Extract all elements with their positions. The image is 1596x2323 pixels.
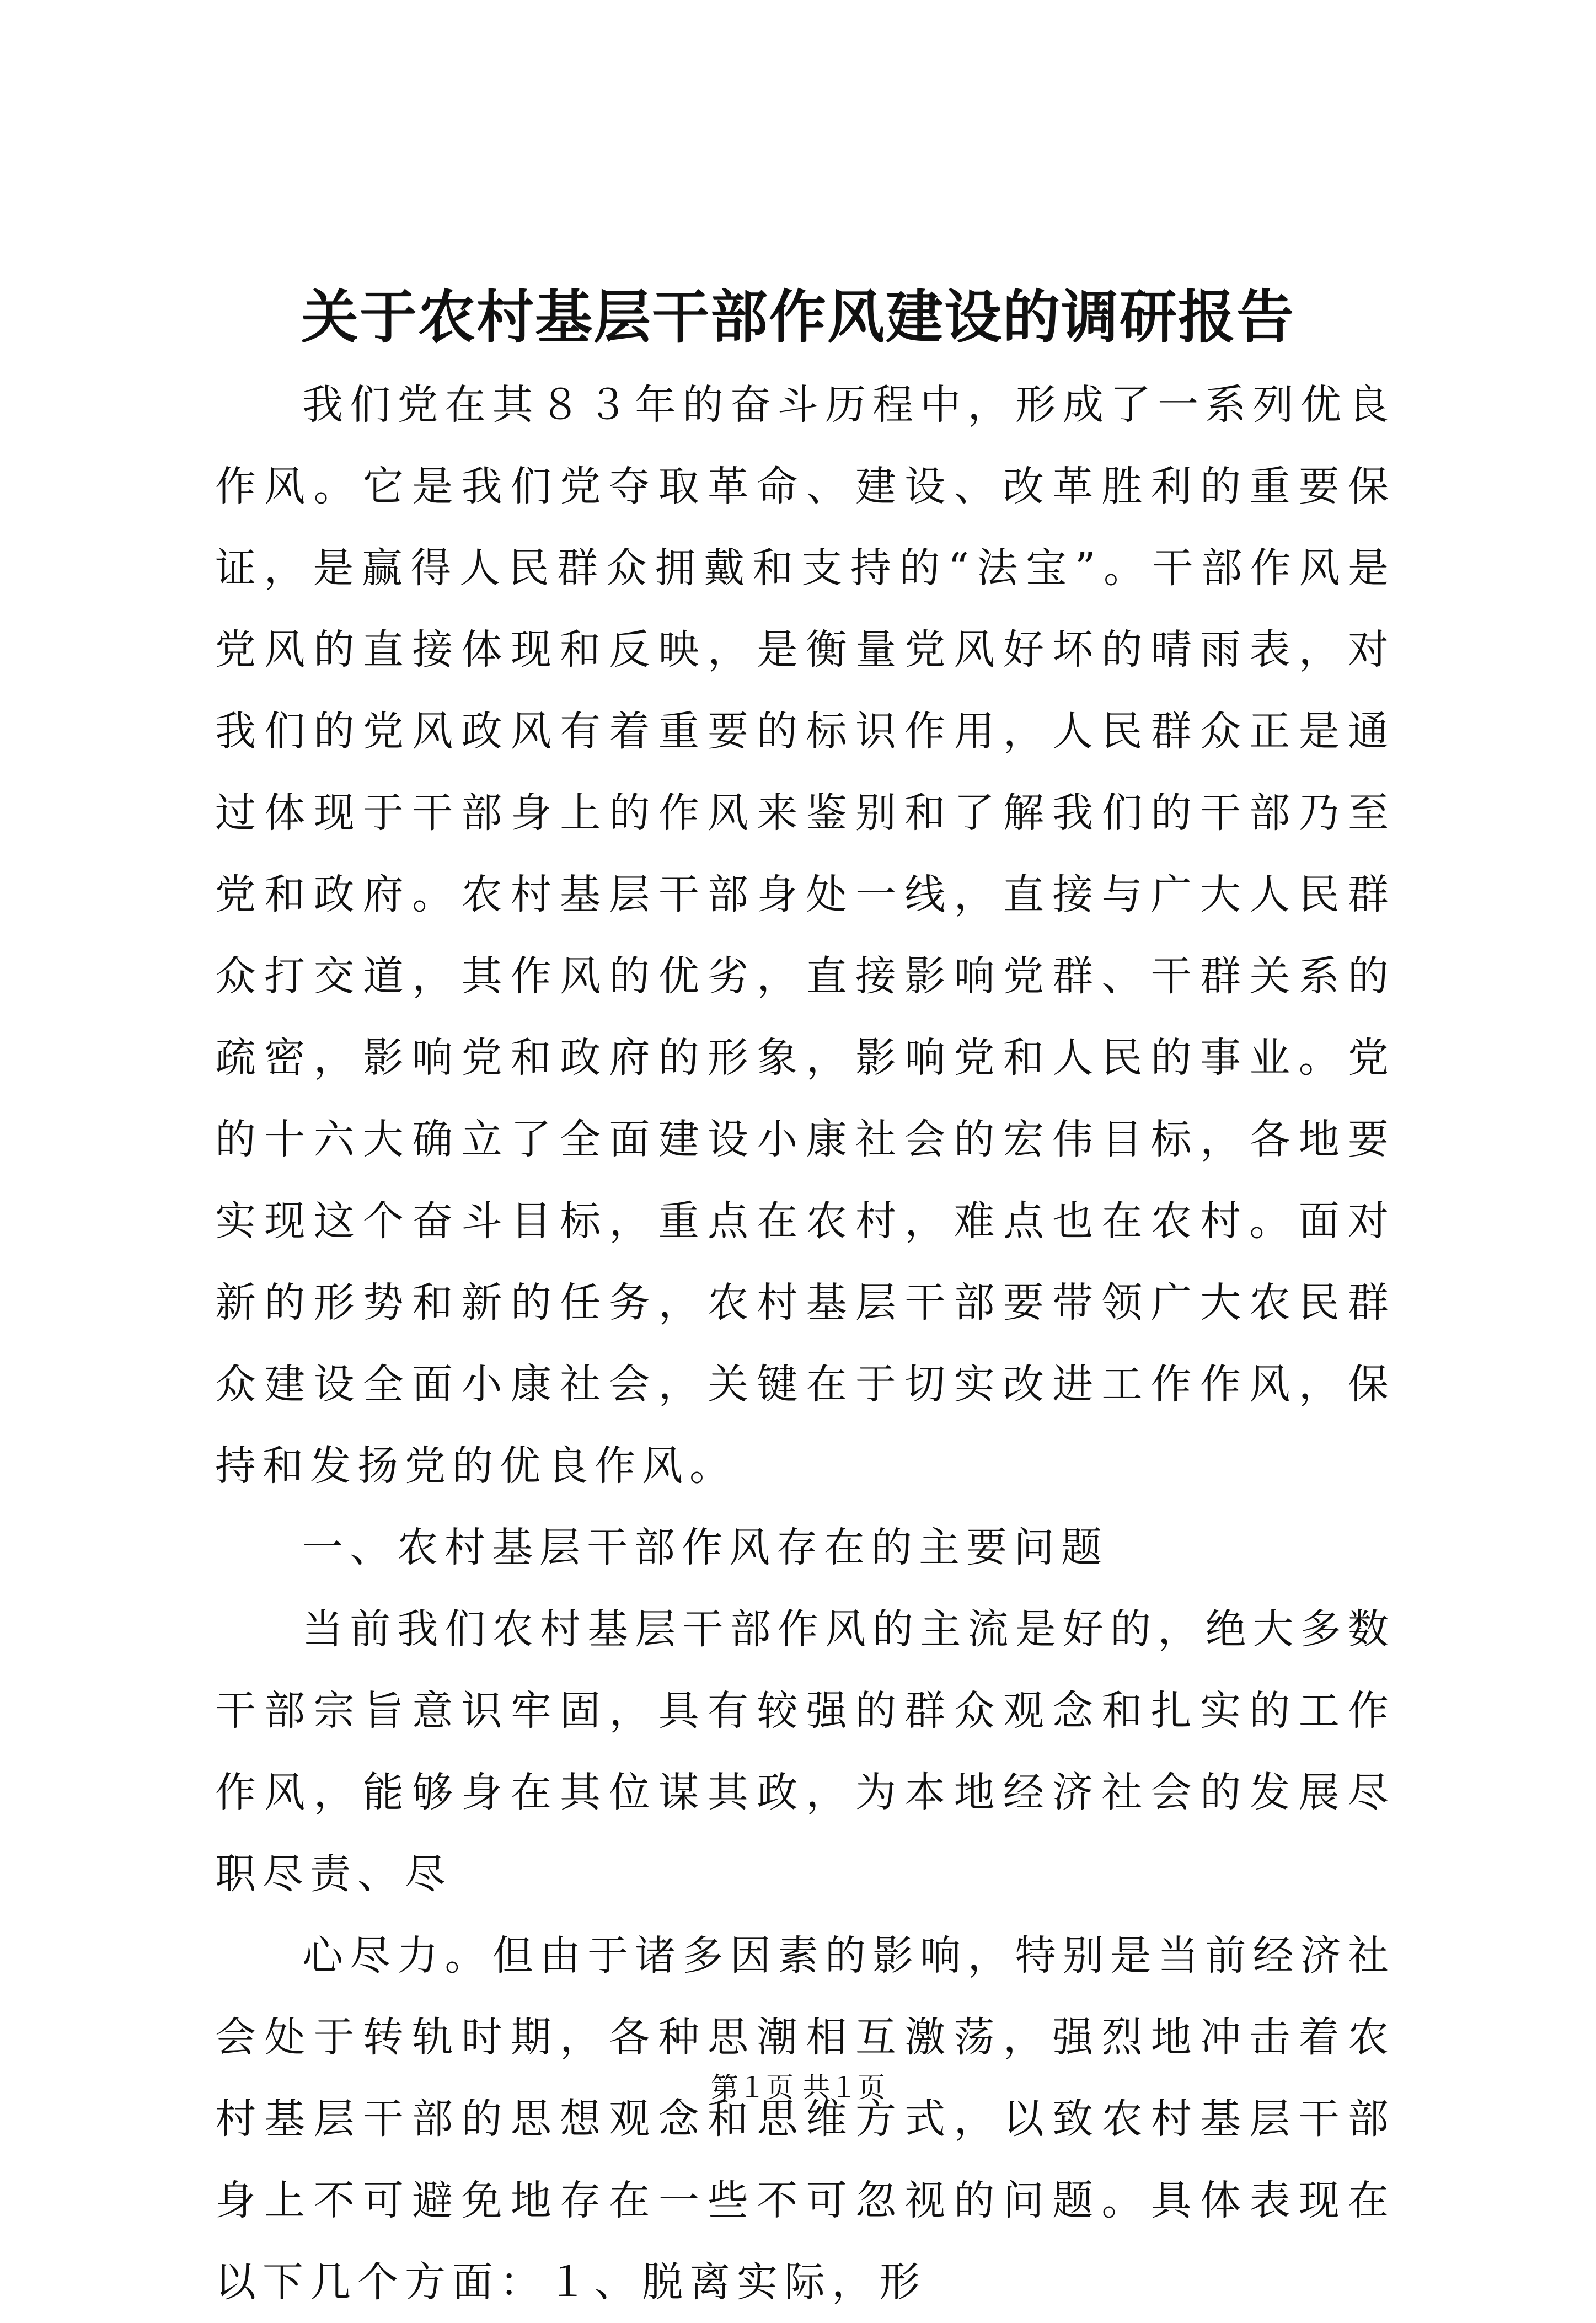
paragraph-section-1: 当前我们农村基层干部作风的主流是好的，绝大多数干部宗旨意识牢固，具有较强的群众观念和扎实的工作作风，能够身在其位谋其政，为本地经济社会的发展尽职尽责、尽 [215,1605,1395,1898]
document-body [215,364,1395,2323]
page-footer: 第１页 共１页 [711,2072,885,2103]
paragraph-section-1-continued: 心尽力。但由于诸多因素的影响，特别是当前经济社会处于转轨时期，各种思潮相互激荡，强烈地冲击着农村基层干部的思想观念和思维方式，以致农村基层干部身上不可避免地存在一些不可忽视的问题。具体表现在以下几个方面：１、脱离实际，形 [215,1932,1395,2306]
document-title: 关于农村基层干部作风建设的调研报告 [301,283,1295,351]
section-heading-1: 一、农村基层干部作风存在的主要问题 [302,1524,1108,1571]
paragraph-intro: 我们党在其８３年的奋斗历程中，形成了一系列优良作风。它是我们党夺取革命、建设、改革胜利的重要保证，是赢得人民群众拥戴和支持的“法宝”。干部作风是党风的直接体现和反映，是衡量党风好坏的晴雨表，对我们的党风政风有着重要的标识作用，人民群众正是通过体现于干部身上的作风来鉴别和了解我们的干部乃至党和政府。农村基层干部身处一线，直接与广大人民群众打交道，其作风的优劣，直接影响党群、干群关系的疏密，影响党和政府的形象，影响党和人民的事业。党的十六大确立了全面建设小康社会的宏伟目标，各地要实现这个奋斗目标，重点在农村，难点也在农村。面对新的形势和新的任务，农村基层干部要带领广大农民群众建设全面小康社会，关键在于切实改进工作作风，保持和发扬党的优良作风。 [215,381,1395,1490]
